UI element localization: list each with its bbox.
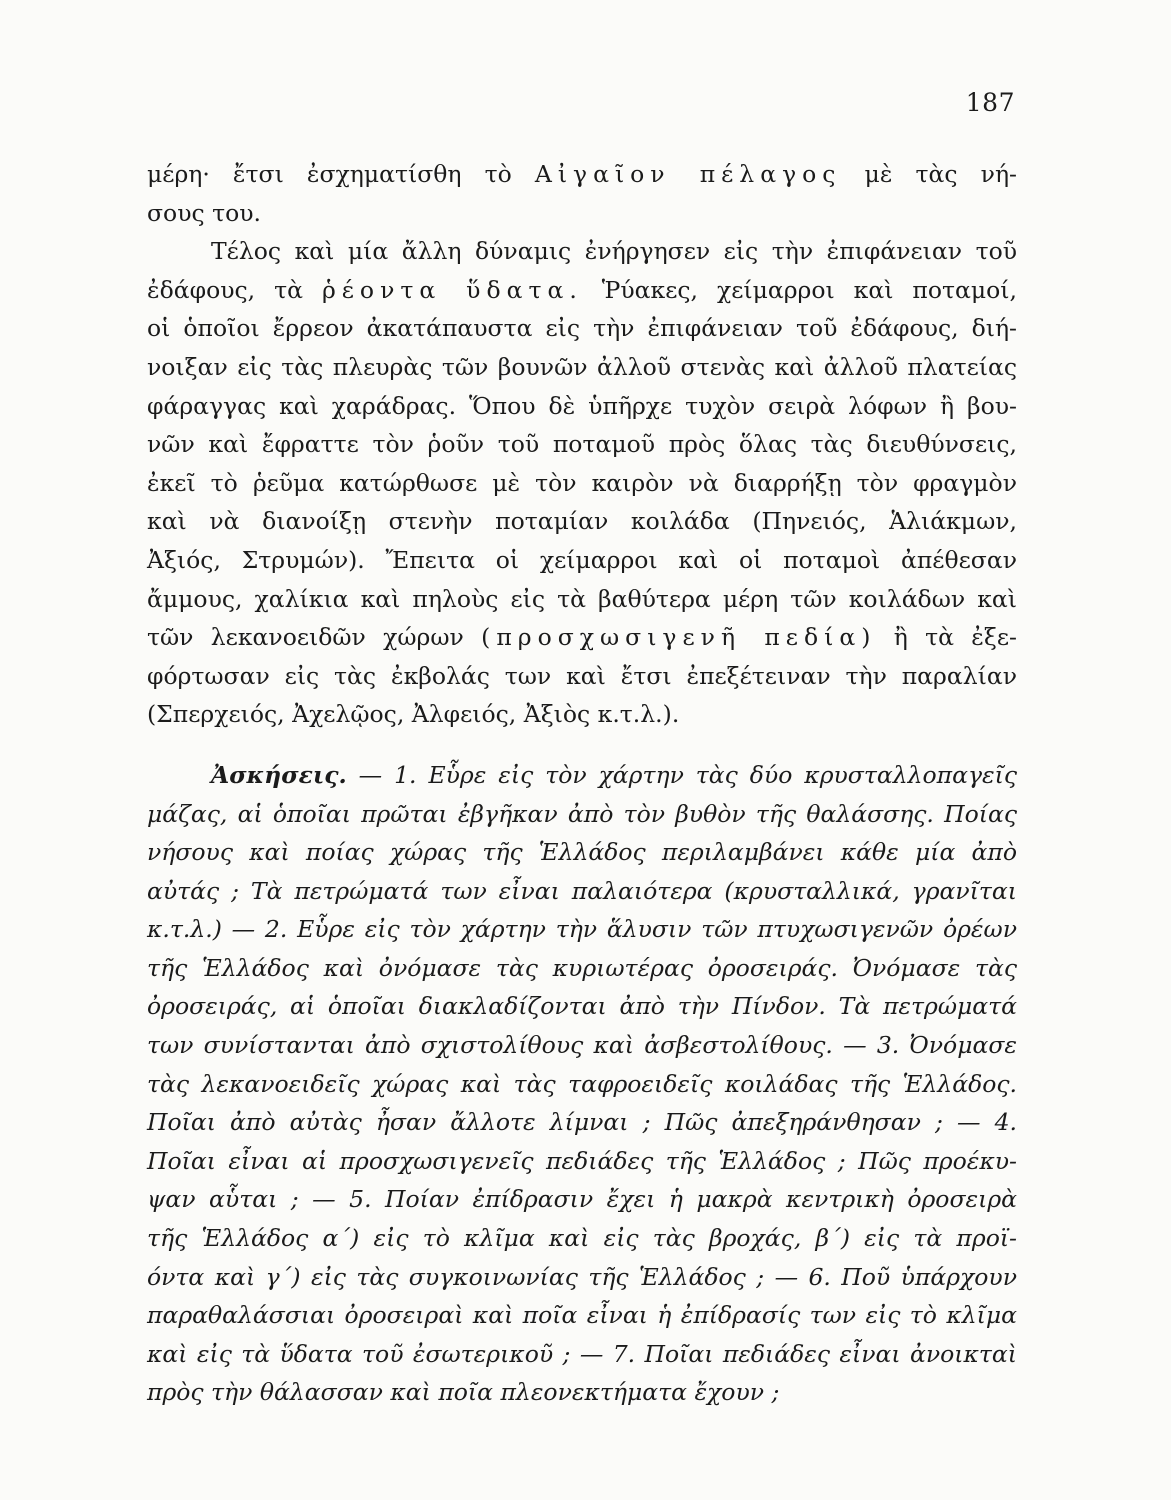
- text-line: Τέλος καὶ μία ἄλλη δύναμις ἐνήργησεν εἰς τὴν ἐπιφάνειαν τοῦ: [211, 237, 1017, 266]
- exercises-line: Ποῖαι εἶναι αἱ προσχωσιγενεῖς πεδιάδες τῆς Ἑλλάδος ; Πῶς προέκυ-: [147, 1146, 1017, 1175]
- exercises-line: αὐτάς ; Τὰ πετρώματά των εἶναι παλαιότερα (κρυσταλλικά, γρανῖται: [147, 876, 1017, 905]
- text-line: νῶν καὶ ἔφραττε τὸν ῥοῦν τοῦ ποταμοῦ πρὸς ὅλας τὰς διευθύνσεις,: [147, 430, 1017, 459]
- text-line: φόρτωσαν εἰς τὰς ἐκβολάς των καὶ ἔτσι ἐπεξέτειναν τὴν παραλίαν: [147, 661, 1017, 690]
- exercises-line: καὶ εἰς τὰ ὕδατα τοῦ ἐσωτερικοῦ ; — 7. Ποῖαι πεδιάδες εἶναι ἀνοικταὶ: [147, 1339, 1017, 1368]
- text-span: — 1. Εὗρε εἰς τὸν χάρτην τὰς δύο κρυσταλλοπαγεῖς: [358, 760, 1017, 789]
- exercises-line: παραθαλάσσιαι ὀροσειραὶ καὶ ποῖα εἶναι ἡ ἐπίδρασίς των εἰς τὸ κλῖμα: [147, 1301, 1017, 1330]
- text-line: νοιξαν εἰς τὰς πλευρὰς τῶν βουνῶν ἀλλοῦ στενὰς καὶ ἀλλοῦ πλατείας: [147, 352, 1017, 381]
- text-line: καὶ νὰ διανοίξῃ στενὴν ποταμίαν κοιλάδα (Πηνειός, Ἁλιάκμων,: [147, 507, 1017, 536]
- exercises-line: όντα καὶ γ΄) εἰς τὰς συγκοινωνίας τῆς Ἑλλάδος ; — 6. Ποῦ ὑπάρχουν: [147, 1262, 1017, 1291]
- body-text: [147, 155, 1017, 1412]
- text-line: φάραγγας καὶ χαράδρας. Ὅπου δὲ ὑπῆρχε τυχὸν σειρὰ λόφων ἢ βου-: [147, 391, 1017, 420]
- spaced-term: Αἰγαῖον πέλαγος: [534, 160, 842, 188]
- exercises-line: ὀροσειράς, αἱ ὁποῖαι διακλαδίζονται ἀπὸ τὴν Πίνδον. Τὰ πετρώματά: [147, 992, 1017, 1021]
- text-line: (Σπερχειός, Ἀχελῷος, Ἀλφειός, Ἀξιὸς κ.τ.λ.).: [147, 700, 680, 729]
- text-line: [147, 271, 1017, 310]
- text-line: οἱ ὁποῖοι ἔρρεον ἀκατάπαυστα εἰς τὴν ἐπιφάνειαν τοῦ ἐδάφους, διή-: [147, 314, 1017, 343]
- exercises-line: ψαν αὗται ; — 5. Ποίαν ἐπίδρασιν ἔχει ἡ μακρὰ κεντρικὴ ὀροσειρὰ: [147, 1185, 1017, 1214]
- exercises-line: κ.τ.λ.) — 2. Εὗρε εἰς τὸν χάρτην τὴν ἅλυσιν τῶν πτυχωσιγενῶν ὀρέων: [147, 915, 1017, 944]
- text-line: [147, 155, 1017, 194]
- exercises-line: πρὸς τὴν θάλασσαν καὶ ποῖα πλεονεκτήματα ἔχουν ;: [147, 1378, 780, 1407]
- text-span: μὲ τὰς νή-: [864, 160, 1017, 188]
- exercises-line: [147, 756, 1017, 795]
- exercises-line: τῆς Ἑλλάδος καὶ ὀνόμασε τὰς κυριωτέρας ὀροσειράς. Ὀνόμασε τὰς: [147, 953, 1017, 982]
- text-line: ἐκεῖ τὸ ῥεῦμα κατώρθωσε μὲ τὸν καιρὸν νὰ διαρρήξῃ τὸν φραγμὸν: [147, 468, 1017, 497]
- exercises-line: μάζας, αἱ ὁποῖαι πρῶται ἐβγῆκαν ἀπὸ τὸν βυθὸν τῆς θαλάσσης. Ποίας: [147, 799, 1017, 828]
- text-span: ἢ τὰ ἐξε-: [893, 623, 1017, 652]
- text-line: [147, 618, 1017, 657]
- spaced-term: ῥέοντα ὕδατα.: [321, 275, 583, 304]
- exercises-heading: Ἀσκήσεις.: [211, 760, 347, 789]
- exercises-line: νήσους καὶ ποίας χώρας τῆς Ἑλλάδος περιλαμβάνει κάθε μία ἀπὸ: [147, 838, 1017, 867]
- spaced-term: (προσχωσιγενῆ πεδία): [481, 623, 877, 652]
- text-span: ἐδάφους, τὰ: [147, 275, 303, 304]
- text-line: Ἀξιός, Στρυμών). Ἔπειτα οἱ χείμαρροι καὶ οἱ ποταμοὶ ἀπέθεσαν: [147, 545, 1017, 574]
- text-span: Ῥύακες, χείμαρροι καὶ ποταμοί,: [601, 275, 1017, 304]
- exercises-line: τὰς λεκανοειδεῖς χώρας καὶ τὰς ταφροειδεῖς κοιλάδας τῆς Ἑλλάδος.: [147, 1069, 1017, 1098]
- text-line: σους του.: [147, 198, 262, 227]
- exercises-line: Ποῖαι ἀπὸ αὐτὰς ἦσαν ἄλλοτε λίμναι ; Πῶς ἀπεξηράνθησαν ; — 4.: [147, 1108, 1017, 1137]
- text-line: ἄμμους, χαλίκια καὶ πηλοὺς εἰς τὰ βαθύτερα μέρη τῶν κοιλάδων καὶ: [147, 584, 1017, 613]
- exercises-line: των συνίστανται ἀπὸ σχιστολίθους καὶ ἀσβεστολίθους. — 3. Ὀνόμασε: [147, 1031, 1017, 1060]
- text-span: μέρη· ἔτσι ἐσχηματίσθη τὸ: [147, 160, 512, 188]
- exercises-line: τῆς Ἑλλάδος α΄) εἰς τὸ κλῖμα καὶ εἰς τὰς βροχάς, β΄) εἰς τὰ προϊ-: [147, 1224, 1017, 1253]
- page-number: 187: [965, 88, 1015, 117]
- paragraph-gap: [147, 734, 1017, 756]
- text-span: τῶν λεκανοειδῶν χώρων: [147, 623, 464, 652]
